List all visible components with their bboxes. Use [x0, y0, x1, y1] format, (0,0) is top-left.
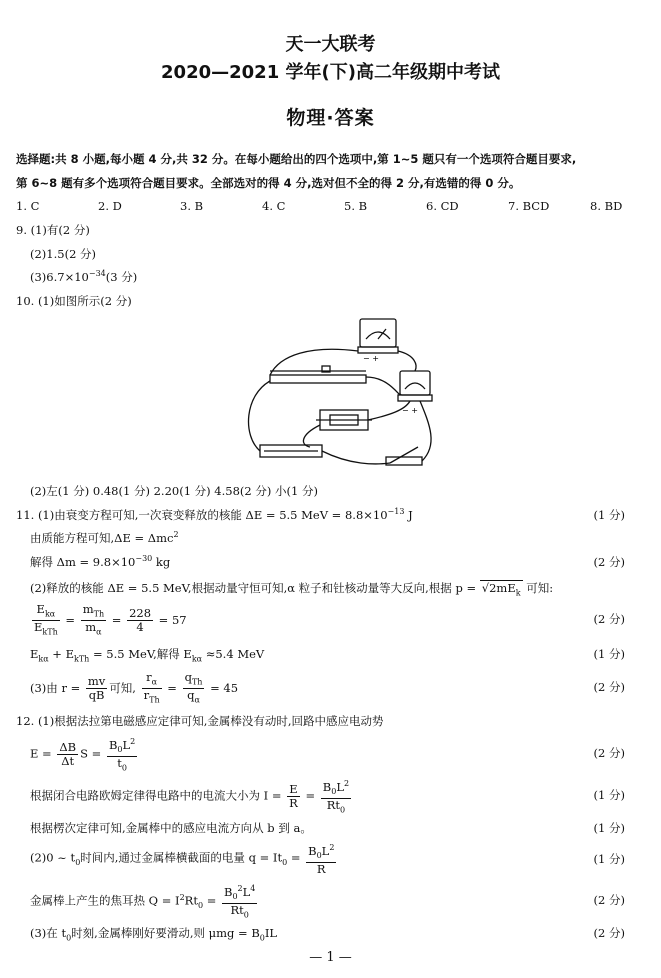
- mc-answer-list: [16, 199, 661, 213]
- score-label: (1 分): [593, 821, 625, 835]
- q9-part3: $(3)6.7\times 10^{-34}(3$ 分): [30, 269, 138, 284]
- score-label: (2 分): [593, 926, 625, 940]
- slide-rheostat-icon: [270, 375, 366, 383]
- q12-line7: (3)在 $t_0$时刻,金属棒刚好要滑动,则 $\mu mg = B_0IL$ (2 分): [30, 926, 625, 943]
- switch-icon: [390, 447, 418, 463]
- svg-text:− +: − +: [363, 354, 379, 363]
- mc-answer: 3. B: [180, 199, 204, 213]
- exam-org-title: 天一大联考: [285, 34, 376, 55]
- score-label: (2 分): [593, 746, 625, 760]
- mc-answer: 8. BD: [590, 199, 623, 213]
- q12-line2: E = $\frac{\Delta B}{\Delta t}$ S = $\frac{B_0L^2}{t_0}$ (2 分): [30, 737, 625, 773]
- score-label: (1 分): [593, 647, 625, 661]
- q9-part2: (2)1.5(2 分): [30, 247, 97, 261]
- mc-answer: 5. B: [344, 199, 368, 213]
- voltmeter-icon: [360, 319, 396, 347]
- mc-answer: 6. CD: [426, 199, 459, 213]
- q12-line1: 12. (1)根据法拉第电磁感应定律可知,金属棒没有动时,回路中感应电动势: [16, 714, 384, 728]
- score-label: (2 分): [593, 612, 625, 626]
- q10-part1: 10. (1)如图所示(2 分): [16, 294, 132, 308]
- score-label: (2 分): [593, 555, 625, 569]
- q11-line5: $\frac{E_{k\alpha}}{E_{kTh}}$ = $\frac{m_{Th}}{m_\alpha}$ = $\frac{228}{4}$ = 57 (2 分): [34, 602, 625, 637]
- circuit-diagram: [240, 315, 440, 475]
- score-label: (1 分): [593, 852, 625, 866]
- q9-part1: 9. (1)有(2 分): [16, 223, 90, 237]
- score-label: (2 分): [593, 893, 625, 907]
- mc-answer: 4. C: [262, 199, 286, 213]
- mc-answer: 1. C: [16, 199, 40, 213]
- score-label: (2 分): [593, 680, 625, 694]
- svg-text:− +: − +: [402, 406, 418, 415]
- q11-line7: (3)由 r = $\frac{mv}{qB}$ 可知, $\frac{r_\alpha}{r_{Th}}$ = $\frac{q_{Th}}{q_\alpha}$ = 45 (2 分): [30, 670, 625, 705]
- exam-name-title: 2020—2021 学年(下)高二年级期中考试: [161, 62, 500, 83]
- q11-line2: 由质能方程可知,ΔE = Δmc$^2$: [30, 530, 179, 545]
- q12-line6: 金属棒上产生的焦耳热 $Q = I^2Rt_0$ = $\frac{B_0^2L^4}{Rt_0}$ (2 分): [30, 884, 625, 920]
- subject-answer-title: 物理·答案: [286, 107, 375, 129]
- mc-answer: 2. D: [98, 199, 122, 213]
- mc-answer: 7. BCD: [508, 199, 550, 213]
- intro-line-2: 第 6~8 题有多个选项符合题目要求。全部选对的得 4 分,选对但不全的得 2 分,有选错的得 0 分。: [16, 176, 521, 190]
- q12-line4: 根据楞次定律可知,金属棒中的感应电流方向从 b 到 a。 (1 分): [30, 821, 625, 835]
- q11-line1: 11. (1)由衰变方程可知,一次衰变释放的核能 ΔE = 5.5 MeV = $8.8\times 10^{-13}$ J (1 分): [16, 507, 625, 522]
- q10-part2: (2)左(1 分) 0.48(1 分) 2.20(1 分) 4.58(2 分) 小(1 分): [30, 484, 318, 498]
- score-label: (1 分): [593, 788, 625, 802]
- intro-line-1: 选择题:共 8 小题,每小题 4 分,共 32 分。在每小题给出的四个选项中,第 1~5 题只有一个选项符合题目要求,: [16, 152, 577, 166]
- q11-line6: $E_{k\alpha} + E_{kTh} = 5.5$ MeV,解得 $E_{k\alpha} \approx 5.4$ MeV (1 分): [30, 647, 625, 664]
- page-number: — 1 —: [309, 950, 352, 965]
- q11-line3: 解得 $\Delta m = 9.8\times 10^{-30}$ kg (2 分): [30, 554, 625, 569]
- q12-line3: 根据闭合电路欧姆定律得电路中的电流大小为 I = $\frac{E}{R}$ = $\frac{B_0L^2}{Rt_0}$ (1 分): [30, 779, 625, 815]
- score-label: (1 分): [593, 508, 625, 522]
- q12-line5: (2)0 ~ $t_0$时间内,通过金属棒横截面的电量 $q = It_0$ = $\frac{B_0L^2}{R}$ (1 分): [30, 843, 625, 877]
- q11-line4: (2)释放的核能 ΔE = 5.5 MeV,根据动量守恒可知,α 粒子和钍核动量等大反向,根据 $p = √2mE_k$ 可知:: [30, 581, 554, 598]
